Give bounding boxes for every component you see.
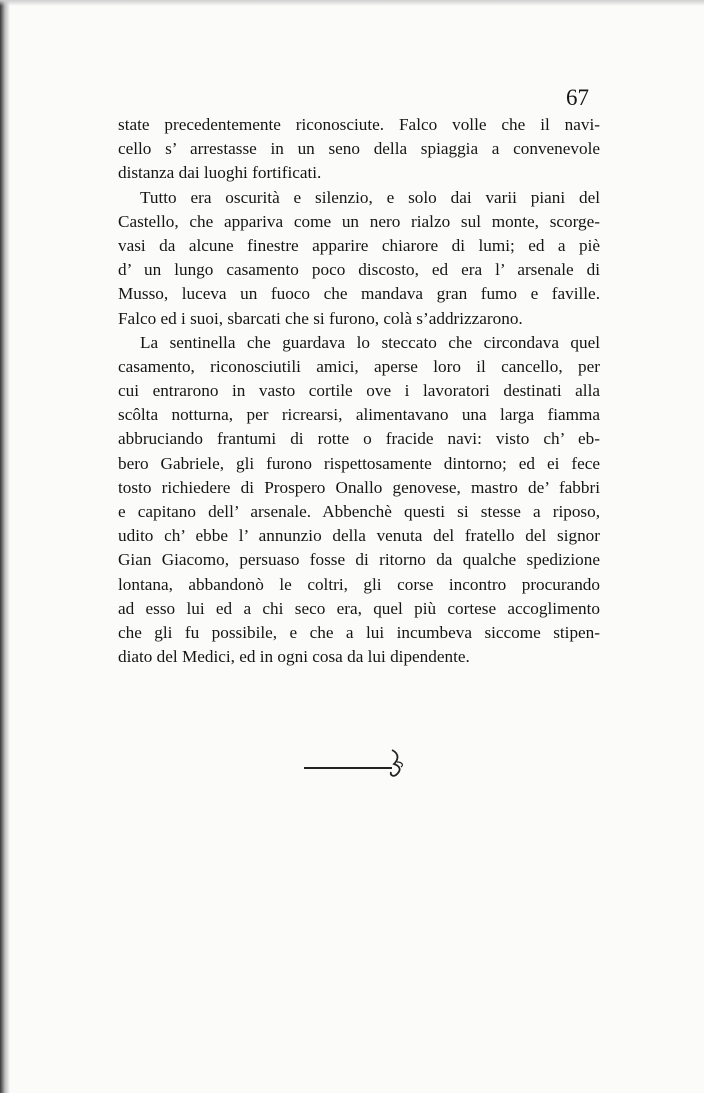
text-line: ad esso lui ed a chi seco era, quel più cortese accoglimento xyxy=(118,598,600,618)
text-line: bero Gabriele, gli furono rispettosamente dintorno; ed ei fece xyxy=(118,453,600,473)
text-line: casamento, riconosciutili amici, aperse loro il cancello, per xyxy=(118,356,600,376)
flourish-ornament xyxy=(388,748,410,778)
text-line: Tutto era oscurità e silenzio, e solo dai varii piani del xyxy=(140,187,600,207)
text-line: distanza dai luoghi fortificati. xyxy=(118,163,322,183)
text-line: abbruciando frantumi di rotte o fracide navi: visto ch’ eb- xyxy=(118,429,600,449)
text-line: d’ un lungo casamento poco discosto, ed era l’ arsenale di xyxy=(118,260,600,280)
text-line: e capitano dell’ arsenale. Abbenchè questi si stesse a riposo, xyxy=(118,502,600,521)
scan-edge-shadow xyxy=(0,0,10,1093)
text-line: Gian Giacomo, persuaso fosse di ritorno da qualche spedizione xyxy=(118,550,600,570)
text-line: che gli fu possibile, e che a lui incumbeva siccome stipen- xyxy=(118,622,600,642)
text-line: vasi da alcune finestre apparire chiarore di lumi; ed a piè xyxy=(118,235,600,255)
text-line: udito ch’ ebbe l’ annunzio della venuta del fratello del signor xyxy=(118,526,600,546)
text-line: scôlta notturna, per ricrearsi, alimentavano una larga fiamma xyxy=(118,405,600,425)
body-text xyxy=(118,113,600,669)
page-number: 67 xyxy=(566,85,589,110)
text-line: tosto richiedere di Prospero Onallo genovese, mastro de’ fabbri xyxy=(118,477,600,497)
text-line: lontana, abbandonò le coltri, gli corse incontro procurando xyxy=(118,574,600,594)
end-of-chapter-rule xyxy=(304,767,392,769)
text-line: state precedentemente riconosciute. Falco volle che il navi- xyxy=(118,115,600,134)
text-line: Falco ed i suoi, sbarcati che si furono, colà s’addrizzarono. xyxy=(118,308,523,328)
scan-top-shadow xyxy=(0,0,704,6)
text-line: La sentinella che guardava lo steccato che circondava quel xyxy=(140,332,600,352)
text-line: cui entrarono in vasto cortile ove i lavoratori destinati alla xyxy=(118,381,600,401)
text-line: Musso, luceva un fuoco che mandava gran fumo e faville. xyxy=(118,284,600,304)
text-line: diato del Medici, ed in ogni cosa da lui dipendente. xyxy=(118,647,470,667)
text-line: Castello, che appariva come un nero rialzo sul monte, scorge- xyxy=(118,211,600,231)
text-line: cello s’ arrestasse in un seno della spiaggia a convenevole xyxy=(118,139,600,159)
